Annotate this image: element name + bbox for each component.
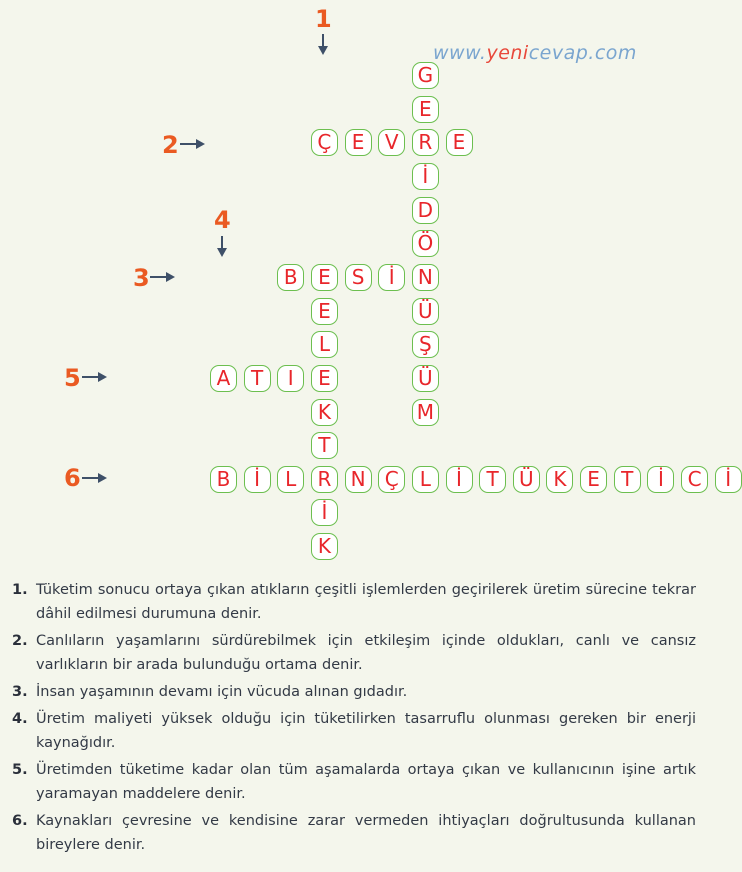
crossword-cell: İ xyxy=(244,466,271,493)
clue-number: 6. xyxy=(12,813,28,829)
crossword-cell: I xyxy=(277,365,304,392)
clue-number: 5. xyxy=(12,762,28,778)
clue-number: 2. xyxy=(12,633,28,649)
crossword-cell: İ xyxy=(412,163,439,190)
clue-item xyxy=(12,680,696,704)
crossword-cell: L xyxy=(412,466,439,493)
clue-number-1: 1 xyxy=(315,5,332,33)
crossword-cell: E xyxy=(311,365,338,392)
crossword-cell: S xyxy=(345,264,372,291)
crossword-cell: Ü xyxy=(412,365,439,392)
crossword-cell: E xyxy=(311,298,338,325)
crossword-cell: Ş xyxy=(412,331,439,358)
crossword-cell: L xyxy=(277,466,304,493)
arrow-down-icon xyxy=(216,236,228,258)
crossword-cell: E xyxy=(345,129,372,156)
crossword-cell: D xyxy=(412,197,439,224)
watermark: www.yenicevap.com xyxy=(433,42,637,64)
clue-number-6: 6 xyxy=(64,464,81,492)
clue-text: Üretim maliyeti yüksek olduğu için tüketilirken tasarruflu olunması gereken bir enerji kaynağıdır. xyxy=(36,711,696,751)
clue-number-3: 3 xyxy=(133,264,150,292)
clue-item xyxy=(12,809,696,857)
crossword-cell: T xyxy=(311,432,338,459)
crossword-cell: T xyxy=(614,466,641,493)
crossword-cell: E xyxy=(446,129,473,156)
crossword-cell: E xyxy=(580,466,607,493)
crossword-cell: K xyxy=(311,533,338,560)
crossword-cell: T xyxy=(479,466,506,493)
crossword-cell: E xyxy=(412,96,439,123)
crossword-cell: İ xyxy=(647,466,674,493)
clue-list xyxy=(12,578,696,860)
crossword-cell: Ü xyxy=(412,298,439,325)
crossword-cell: Ö xyxy=(412,230,439,257)
arrow-right-icon xyxy=(150,271,176,283)
arrow-right-icon xyxy=(82,472,108,484)
clue-number-5: 5 xyxy=(64,364,81,392)
crossword-cell: K xyxy=(311,399,338,426)
crossword-cell: K xyxy=(546,466,573,493)
crossword-cell: İ xyxy=(715,466,742,493)
clue-item xyxy=(12,707,696,755)
crossword-cell: İ xyxy=(446,466,473,493)
clue-text: Canlıların yaşamlarını sürdürebilmek için etkileşim içinde oldukları, canlı ve cansız varlıkların bir arada bulunduğu ortama denir. xyxy=(36,633,696,673)
crossword-cell: N xyxy=(345,466,372,493)
crossword-cell: R xyxy=(311,466,338,493)
crossword-cell: M xyxy=(412,399,439,426)
clue-number: 1. xyxy=(12,582,28,598)
crossword-cell: L xyxy=(311,331,338,358)
crossword-cell: N xyxy=(412,264,439,291)
clue-text: Tüketim sonucu ortaya çıkan atıkların çeşitli işlemlerden geçirilerek üretim sürecine tekrar dâhil edilmesi durumuna denir. xyxy=(36,582,696,622)
crossword-cell: A xyxy=(210,365,237,392)
clue-item xyxy=(12,758,696,806)
crossword-cell: C xyxy=(681,466,708,493)
clue-text: Üretimden tüketime kadar olan tüm aşamalarda ortaya çıkan ve kullanıcının işine artık yaramayan maddelere denir. xyxy=(36,762,696,802)
crossword-cell: G xyxy=(412,62,439,89)
clue-item xyxy=(12,578,696,626)
arrow-down-icon xyxy=(317,34,329,56)
clue-number: 4. xyxy=(12,711,28,727)
clue-text: Kaynakları çevresine ve kendisine zarar vermeden ihtiyaçları doğrultusunda kullanan bireylere denir. xyxy=(36,813,696,853)
crossword-cell: Ü xyxy=(513,466,540,493)
clue-number-2: 2 xyxy=(162,131,179,159)
clue-number: 3. xyxy=(12,684,28,700)
clue-text: İnsan yaşamının devamı için vücuda alınan gıdadır. xyxy=(36,684,408,700)
crossword-cell: Ç xyxy=(378,466,405,493)
crossword-cell: T xyxy=(244,365,271,392)
crossword-cell: Ç xyxy=(311,129,338,156)
crossword-cell: B xyxy=(210,466,237,493)
crossword-cell: B xyxy=(277,264,304,291)
arrow-right-icon xyxy=(82,371,108,383)
crossword-cell: R xyxy=(412,129,439,156)
clue-item xyxy=(12,629,696,677)
crossword-cell: İ xyxy=(378,264,405,291)
clue-number-4: 4 xyxy=(214,206,231,234)
crossword-cell: V xyxy=(378,129,405,156)
crossword-cell: E xyxy=(311,264,338,291)
arrow-right-icon xyxy=(180,138,206,150)
crossword-cell: İ xyxy=(311,499,338,526)
